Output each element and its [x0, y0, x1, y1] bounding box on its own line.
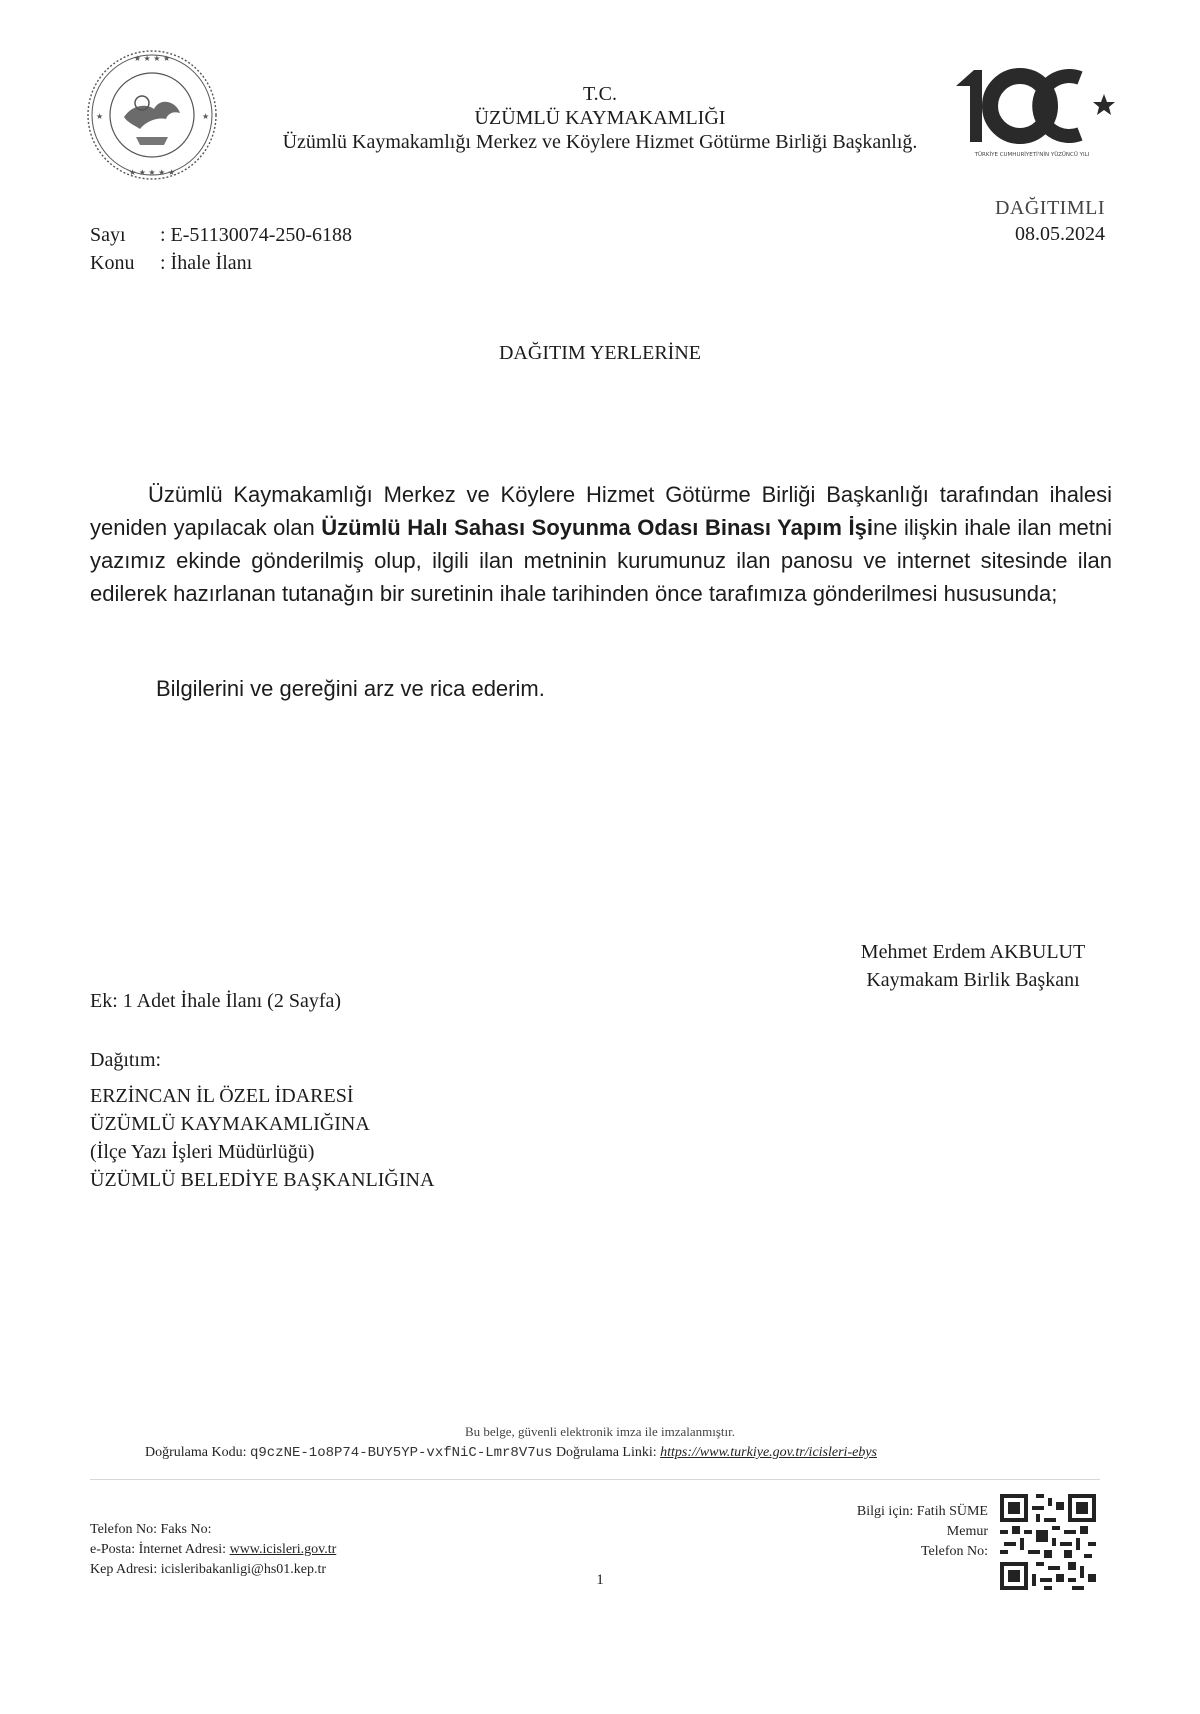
signature-block [838, 938, 1108, 994]
republic-label: T.C. [582, 83, 618, 105]
letterhead [230, 82, 970, 154]
phone-fax: Telefon No: Faks No: [90, 1522, 212, 1537]
konu-value: : İhale İlanı [160, 252, 253, 274]
info-contact [857, 1502, 988, 1562]
distribution-list [90, 1082, 434, 1194]
body-part2: ne ilişkin ihale ilan metni yazımız ekinde gönderilmiş olup, ilgili ilan metninin kurumunuz ilan panosu ve internet sitesinde ilan edilerek hazırlanan tutanağın bir suretinin ihale tarihinden önce tarafımıza gönderilmesi hususunda; [90, 515, 1112, 606]
verify-code: q9czNE-1o8P74-BUY5YP-vxfNiC-Lmr8V7us [249, 1445, 553, 1461]
contact-info [90, 1520, 336, 1580]
signer-title: Kaymakam Birlik Başkanı [866, 969, 1080, 991]
distribution-title: Dağıtım: [90, 1049, 162, 1071]
esign-note: Bu belge, güvenli elektronik imza ile imzalanmıştır. [464, 1424, 736, 1439]
info-person: Bilgi için: Fatih SÜME [856, 1504, 988, 1519]
kep-address: Kep Adresi: icisleribakanligi@hs01.kep.tr [90, 1562, 327, 1577]
verify-link-label: Doğrulama Linki: [555, 1445, 657, 1460]
unit-name: Üzümlü Kaymakamlığı Merkez ve Köylere Hizmet Götürme Birliği Başkanlığ. [282, 131, 918, 153]
info-phone: Telefon No: [920, 1544, 988, 1559]
distribution-mark: DAĞITIMLI [994, 197, 1105, 219]
body-part1: Üzümlü Kaymakamlığı Merkez ve Köylere Hizmet Götürme Birliği Başkanlığı tarafından ihalesi yeniden yapılacak olan [90, 482, 1112, 540]
distribution-item: (İlçe Yazı İşleri Müdürlüğü) [90, 1141, 315, 1163]
document-distribution [995, 195, 1105, 247]
website-link[interactable]: www.icisleri.gov.tr [229, 1542, 337, 1557]
svg-text:★ ★ ★ ★: ★ ★ ★ ★ [133, 54, 171, 63]
svg-text:★: ★ [202, 112, 210, 121]
page-number: 1 [596, 1572, 604, 1588]
distribution-item: ÜZÜMLÜ BELEDİYE BAŞKANLIĞINA [90, 1169, 435, 1191]
republic-100-logo-icon [948, 64, 1116, 158]
distribution-item: ÜZÜMLÜ KAYMAKAMLIĞINA [90, 1113, 370, 1135]
closing-sentence: Bilgilerini ve gereğini arz ve rica ederim. [156, 676, 545, 701]
institution-name: ÜZÜMLÜ KAYMAKAMLIĞI [474, 107, 726, 129]
letter-body [90, 478, 1112, 610]
document-meta [90, 221, 352, 277]
verify-code-label: Doğrulama Kodu: [145, 1445, 247, 1460]
info-role: Memur [946, 1524, 988, 1539]
attachment-note: Ek: 1 Adet İhale İlanı (2 Sayfa) [90, 990, 342, 1012]
logo-caption: TÜRKİYE CUMHURİYETİ'NİN YÜZÜNCÜ YILI [974, 152, 1090, 158]
sayi-value: : E-51130074-250-6188 [160, 224, 353, 246]
document-date: 08.05.2024 [1015, 223, 1105, 245]
verify-link[interactable]: https://www.turkiye.gov.tr/icisleri-ebys [660, 1445, 877, 1460]
body-project-name: Üzümlü Halı Sahası Soyunma Odası Binası Yapım İşi [321, 515, 873, 540]
konu-label: Konu [90, 252, 135, 274]
addressee-heading: DAĞITIM YERLERİNE [498, 342, 701, 364]
signer-name: Mehmet Erdem AKBULUT [860, 941, 1086, 963]
email-label: e-Posta: İnternet Adresi: [90, 1542, 227, 1557]
footer-divider [90, 1479, 1100, 1480]
svg-text:★ ★ ★ ★ ★: ★ ★ ★ ★ ★ [128, 168, 176, 177]
verification-line [145, 1445, 877, 1461]
ministry-seal-icon [84, 47, 220, 183]
svg-text:★: ★ [96, 112, 104, 121]
distribution-item: ERZİNCAN İL ÖZEL İDARESİ [90, 1085, 354, 1107]
sayi-label: Sayı [90, 224, 126, 246]
